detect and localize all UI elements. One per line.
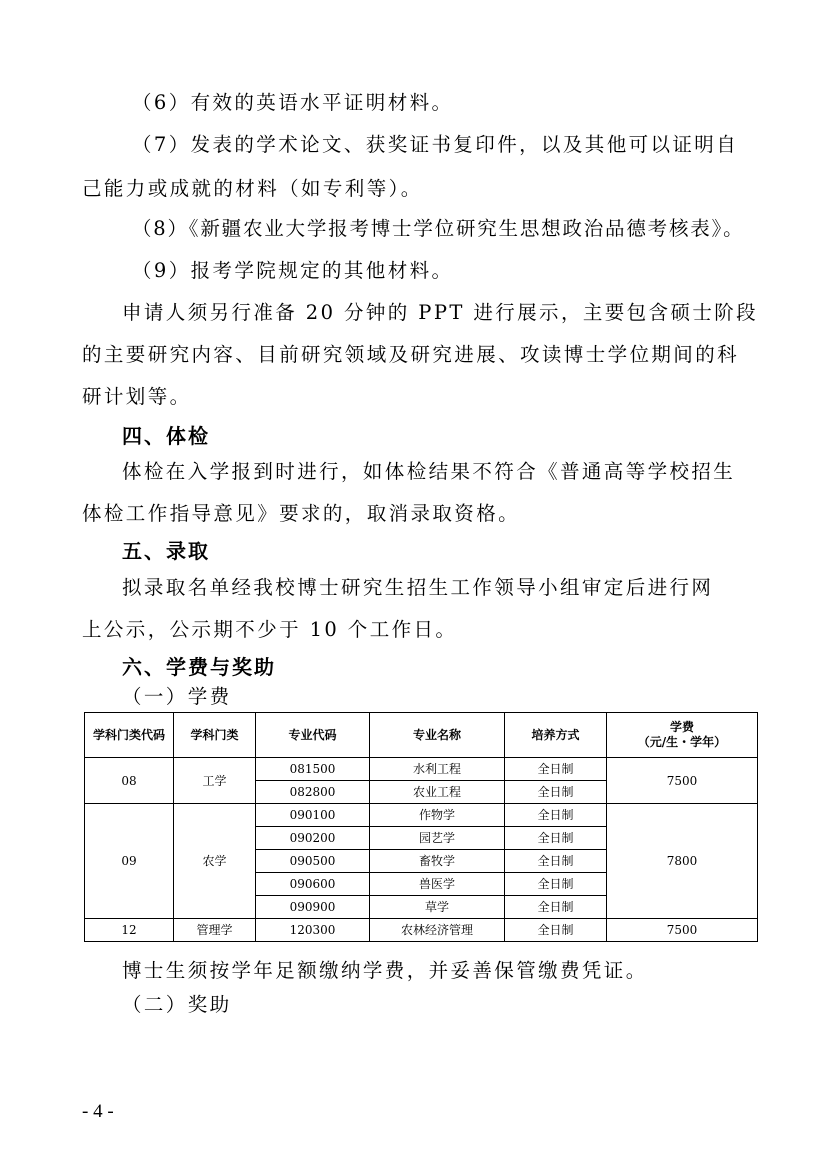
major-code-cell: 090100 xyxy=(256,804,370,827)
category-name-cell: 工学 xyxy=(174,758,256,804)
table-header-row xyxy=(85,713,758,758)
header-major-code: 专业代码 xyxy=(256,713,370,758)
major-code-cell: 081500 xyxy=(256,758,370,781)
awards-subheading: （二）奖助 xyxy=(122,993,232,1016)
study-mode-cell: 全日制 xyxy=(505,919,607,942)
category-name-cell: 农学 xyxy=(174,804,256,919)
header-fee-line1: 学费 xyxy=(669,720,694,734)
major-name-cell: 农业工程 xyxy=(370,781,505,804)
study-mode-cell: 全日制 xyxy=(505,804,607,827)
study-mode-cell: 全日制 xyxy=(505,873,607,896)
section-6-heading: 六、学费与奖助 xyxy=(122,655,276,679)
table-row xyxy=(85,758,758,781)
fee-cell: 7500 xyxy=(607,758,758,804)
ppt-text-line2: 的主要研究内容、目前研究领域及研究进展、攻读博士学位期间的科 xyxy=(82,343,740,366)
major-name-cell: 农林经济管理 xyxy=(370,919,505,942)
header-fee xyxy=(607,713,758,758)
section-5-text-line2: 上公示，公示期不少于 10 个工作日。 xyxy=(82,618,458,641)
section-4-text-line2: 体检工作指导意见》要求的，取消录取资格。 xyxy=(82,502,521,525)
major-code-cell: 082800 xyxy=(256,781,370,804)
tuition-subheading: （一）学费 xyxy=(122,685,232,708)
section-4-heading: 四、体检 xyxy=(122,424,210,448)
section-5-text-line1: 拟录取名单经我校博士研究生招生工作领导小组审定后进行网 xyxy=(122,576,714,599)
item-8-text: （8）《新疆农业大学报考博士学位研究生思想政治品德考核表》。 xyxy=(132,217,745,240)
tuition-table xyxy=(84,712,758,942)
major-code-cell: 090900 xyxy=(256,896,370,919)
item-7-text-line2: 己能力或成就的材料（如专利等）。 xyxy=(82,177,423,200)
major-code-cell: 090500 xyxy=(256,850,370,873)
study-mode-cell: 全日制 xyxy=(505,850,607,873)
major-code-cell: 120300 xyxy=(256,919,370,942)
header-study-mode: 培养方式 xyxy=(505,713,607,758)
page-number: - 4 - xyxy=(82,1101,114,1122)
header-fee-line2: （元/生・学年） xyxy=(637,735,727,749)
header-category-code: 学科门类代码 xyxy=(85,713,174,758)
major-name-cell: 兽医学 xyxy=(370,873,505,896)
fee-cell: 7800 xyxy=(607,804,758,919)
table-row xyxy=(85,804,758,827)
category-code-cell: 09 xyxy=(85,804,174,919)
study-mode-cell: 全日制 xyxy=(505,896,607,919)
study-mode-cell: 全日制 xyxy=(505,827,607,850)
study-mode-cell: 全日制 xyxy=(505,758,607,781)
section-5-heading: 五、录取 xyxy=(122,539,210,563)
item-9-text: （9）报考学院规定的其他材料。 xyxy=(132,259,454,282)
header-major-name: 专业名称 xyxy=(370,713,505,758)
tuition-payment-note: 博士生须按学年足额缴纳学费，并妥善保管缴费凭证。 xyxy=(122,959,648,982)
major-name-cell: 草学 xyxy=(370,896,505,919)
ppt-text-line1: 申请人须另行准备 20 分钟的 PPT 进行展示，主要包含硕士阶段 xyxy=(122,301,759,324)
ppt-text-line3: 研计划等。 xyxy=(82,385,192,408)
major-name-cell: 水利工程 xyxy=(370,758,505,781)
study-mode-cell: 全日制 xyxy=(505,781,607,804)
major-name-cell: 园艺学 xyxy=(370,827,505,850)
major-code-cell: 090200 xyxy=(256,827,370,850)
header-category: 学科门类 xyxy=(174,713,256,758)
fee-cell: 7500 xyxy=(607,919,758,942)
item-7-text-line1: （7）发表的学术论文、获奖证书复印件，以及其他可以证明自 xyxy=(132,133,739,156)
major-name-cell: 畜牧学 xyxy=(370,850,505,873)
item-6-text: （6）有效的英语水平证明材料。 xyxy=(132,91,454,114)
category-code-cell: 12 xyxy=(85,919,174,942)
section-4-text-line1: 体检在入学报到时进行，如体检结果不符合《普通高等学校招生 xyxy=(122,460,736,483)
major-name-cell: 作物学 xyxy=(370,804,505,827)
table-row xyxy=(85,919,758,942)
category-code-cell: 08 xyxy=(85,758,174,804)
category-name-cell: 管理学 xyxy=(174,919,256,942)
major-code-cell: 090600 xyxy=(256,873,370,896)
